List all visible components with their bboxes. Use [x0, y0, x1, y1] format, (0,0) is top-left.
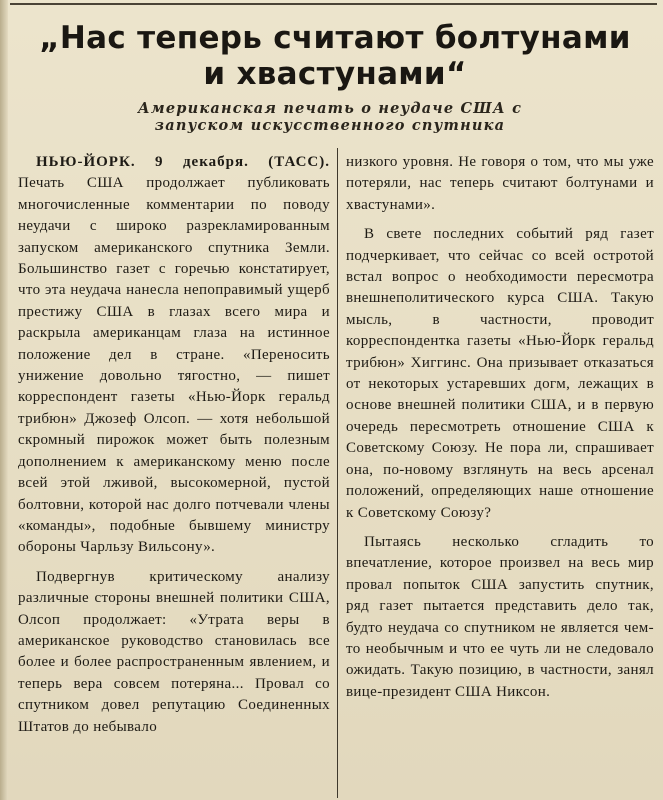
paragraph-3: В свете последних событий ряд газет подчеркивает, что сейчас со всей остротой встал вопрос о необходимости пересмотра внешнеполитического курса США. Такую мысль, в частности, проводит корреспондентка газеты «Нью-Йорк геральд трибюн» Хиггинс. Она призывает отказаться от некоторых устаревших догм, лежащих в основе внешней политики США, и в первую очередь пересмотреть отношение США к Советскому Союзу. Не пора ли, спрашивает она, по-новому взглянуть на весь арсенал положений, определяющих наше отношение к Советскому Союзу? [346, 226, 654, 521]
article-column-right [346, 152, 654, 703]
column-divider [337, 148, 338, 798]
page-edge [0, 0, 8, 800]
paragraph-4: Пытаясь несколько сгладить то впечатление, которое произвел на весь мир провал попыток США запустить спутник, ряд газет пытается представить дело так, будто неудача со спутником не является чем-то необычным и что ее чуть ли не следовало ожидать. Такую позицию, в частности, занял вице-президент США Никсон. [346, 533, 654, 700]
top-rule [10, 3, 657, 5]
dateline: НЬЮ-ЙОРК. 9 декабря. (ТАСС). [36, 154, 330, 170]
article-column-left [18, 152, 330, 738]
paragraph-1 [18, 152, 330, 559]
paragraph-2-continued: низкого уровня. Не говоря о том, что мы уже потеряли, нас теперь считают болтунами и хвастунами». [346, 154, 654, 213]
paragraph-1-text: Печать США продолжает публиковать многочисленные комментарии по поводу неудачи с широко разрекламированным запуском американского спутника Земли. Большинство газет с горечью констатирует, что эта неудача нанесла непоправимый ущерб престижу США в глазах всего мира и раскрыла американцам глаза на истинное положение дел в стране. «Переносить унижение довольно тягостно, — пишет корреспондент газеты «Нью-Йорк геральд трибюн» Джозеф Олсоп. — хотя небольшой скромный пирожок может быть полезным дополнением к американскому меню после всей этой лживой, высокомерной, пустой болтовни, которой нас долго потчевали члены «команды», подобные бывшему министру обороны Чарльзу Вильсону». [18, 175, 330, 556]
paragraph-2: Подвергнув критическому анализу различные стороны внешней политики США, Олсоп продолжает: «Утрата веры в американское руководство становилась все более и более распространенным явлением, и теперь вера совсем потеряна... Провал со спутником довел репутацию Соединенных Штатов до небывало [18, 568, 330, 735]
article-headline: „Нас теперь считают болтунами и хвастунами“ [39, 20, 631, 92]
article-subheadline: Американская печать о неудаче США с запуском искусственного спутника [137, 100, 523, 134]
